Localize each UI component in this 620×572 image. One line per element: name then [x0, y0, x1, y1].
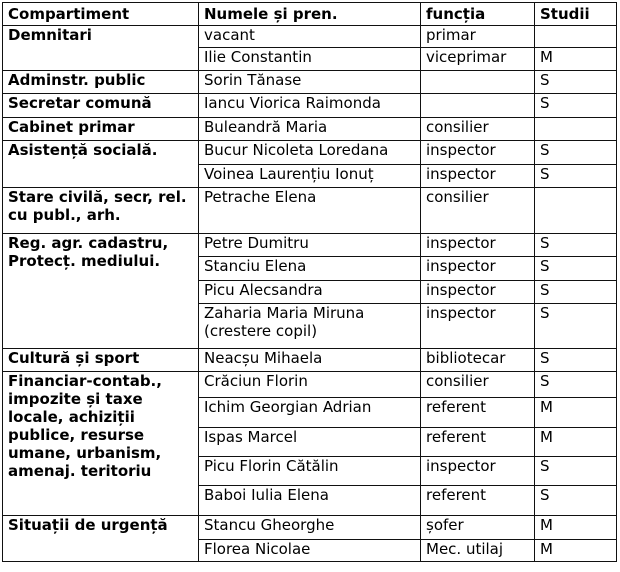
- department-cell: Situații de urgență: [3, 516, 199, 562]
- studies-cell: S: [535, 234, 617, 257]
- employee-name-cell: Ichim Georgian Adrian: [199, 398, 421, 428]
- employee-name-cell: Crăciun Florin: [199, 372, 421, 398]
- employee-name-cell: Baboi Iulia Elena: [199, 486, 421, 516]
- function-cell: inspector: [421, 304, 535, 349]
- studies-cell: [535, 118, 617, 141]
- studies-cell: S: [535, 486, 617, 516]
- table-row: [3, 71, 617, 94]
- header-function: funcția: [421, 3, 535, 26]
- employee-name-cell: Ilie Constantin: [199, 48, 421, 71]
- table-header-row: [3, 3, 617, 26]
- table-row: [3, 26, 617, 48]
- department-cell: Reg. agr. cadastru, Protecț. mediului.: [3, 234, 199, 349]
- function-cell: [421, 71, 535, 94]
- table-row: [3, 141, 617, 165]
- department-cell: Asistență socială.: [3, 141, 199, 188]
- function-cell: [421, 94, 535, 118]
- employee-name-cell: Petre Dumitru: [199, 234, 421, 257]
- function-cell: bibliotecar: [421, 349, 535, 372]
- header-compartiment: Compartiment: [3, 3, 199, 26]
- function-cell: consilier: [421, 188, 535, 234]
- studies-cell: M: [535, 540, 617, 562]
- department-cell: Secretar comună: [3, 94, 199, 118]
- studies-cell: [535, 188, 617, 234]
- function-cell: referent: [421, 398, 535, 428]
- table-row: [3, 188, 617, 234]
- studies-cell: S: [535, 349, 617, 372]
- employee-name-cell: Neacșu Mihaela: [199, 349, 421, 372]
- studies-cell: M: [535, 428, 617, 457]
- staff-table-container: [2, 2, 617, 562]
- studies-cell: [535, 26, 617, 48]
- employee-name-cell: Picu Alecsandra: [199, 281, 421, 304]
- employee-name-cell: Sorin Tănase: [199, 71, 421, 94]
- department-cell: Demnitari: [3, 26, 199, 71]
- studies-cell: S: [535, 71, 617, 94]
- table-row: [3, 118, 617, 141]
- employee-name-cell: Stancu Gheorghe: [199, 516, 421, 540]
- studies-cell: M: [535, 516, 617, 540]
- function-cell: Mec. utilaj: [421, 540, 535, 562]
- function-cell: inspector: [421, 141, 535, 165]
- employee-name-cell: Voinea Laurențiu Ionuț: [199, 165, 421, 188]
- function-cell: inspector: [421, 257, 535, 281]
- employee-name-cell: Picu Florin Cătălin: [199, 457, 421, 486]
- employee-name-cell: Stanciu Elena: [199, 257, 421, 281]
- department-cell: Financiar-contab., impozite și taxe locale, achiziții publice, resurse umane, urbanism, amenaj. teritoriu: [3, 372, 199, 516]
- table-row: [3, 372, 617, 398]
- table-body: [3, 26, 617, 562]
- function-cell: inspector: [421, 165, 535, 188]
- employee-name-cell: Ispas Marcel: [199, 428, 421, 457]
- table-row: [3, 234, 617, 257]
- department-cell: Adminstr. public: [3, 71, 199, 94]
- function-cell: inspector: [421, 457, 535, 486]
- studies-cell: S: [535, 304, 617, 349]
- employee-name-cell: Bucur Nicoleta Loredana: [199, 141, 421, 165]
- function-cell: inspector: [421, 234, 535, 257]
- studies-cell: S: [535, 141, 617, 165]
- function-cell: inspector: [421, 281, 535, 304]
- staff-table: [2, 2, 617, 562]
- employee-name-cell: Zaharia Maria Miruna (crestere copil): [199, 304, 421, 349]
- studies-cell: S: [535, 281, 617, 304]
- table-row: [3, 94, 617, 118]
- function-cell: șofer: [421, 516, 535, 540]
- studies-cell: S: [535, 165, 617, 188]
- table-row: [3, 349, 617, 372]
- employee-name-cell: vacant: [199, 26, 421, 48]
- department-cell: Cabinet primar: [3, 118, 199, 141]
- function-cell: consilier: [421, 372, 535, 398]
- header-studies: Studii: [535, 3, 617, 26]
- employee-name-cell: Petrache Elena: [199, 188, 421, 234]
- employee-name-cell: Iancu Viorica Raimonda: [199, 94, 421, 118]
- function-cell: viceprimar: [421, 48, 535, 71]
- employee-name-cell: Buleandră Maria: [199, 118, 421, 141]
- studies-cell: S: [535, 257, 617, 281]
- studies-cell: S: [535, 457, 617, 486]
- department-cell: Cultură și sport: [3, 349, 199, 372]
- function-cell: primar: [421, 26, 535, 48]
- employee-name-cell: Florea Nicolae: [199, 540, 421, 562]
- function-cell: referent: [421, 486, 535, 516]
- function-cell: consilier: [421, 118, 535, 141]
- header-name: Numele și pren.: [199, 3, 421, 26]
- department-cell: Stare civilă, secr, rel. cu publ., arh.: [3, 188, 199, 234]
- table-row: [3, 516, 617, 540]
- studies-cell: S: [535, 372, 617, 398]
- studies-cell: S: [535, 94, 617, 118]
- studies-cell: M: [535, 48, 617, 71]
- function-cell: referent: [421, 428, 535, 457]
- studies-cell: M: [535, 398, 617, 428]
